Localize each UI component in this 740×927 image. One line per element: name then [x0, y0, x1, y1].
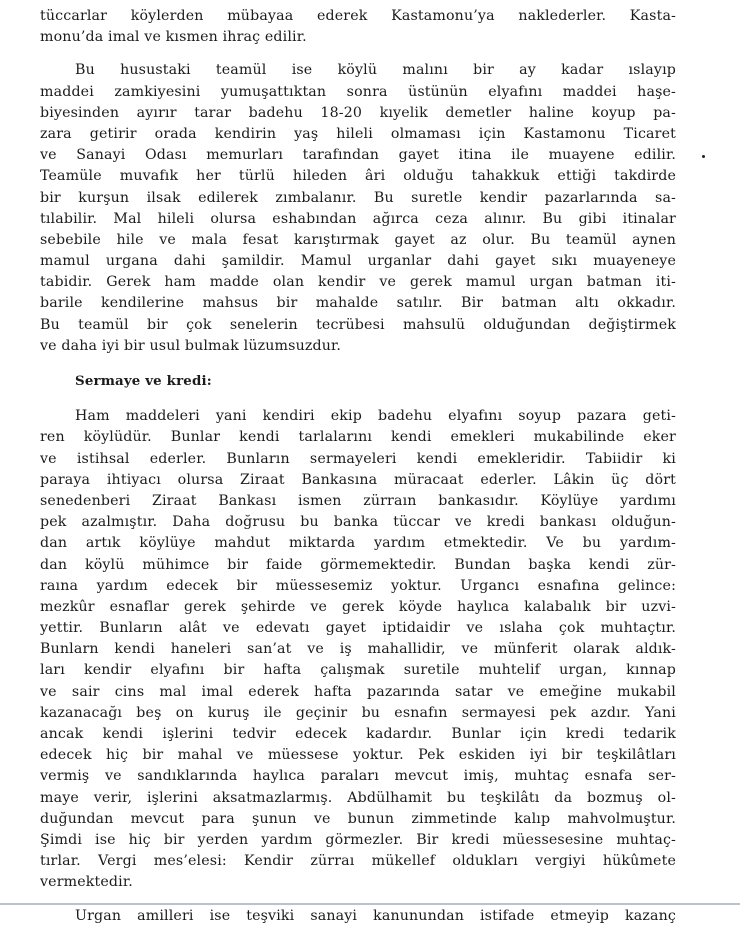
text-line: ve istihsal ederler. Bunların sermayeleri kendi emekleridir. Tabiidir ki — [40, 450, 676, 467]
text-line: sebebile hile ve mala fesat karıştırmak gayet az olur. Bu teamül aynen — [40, 231, 676, 248]
text-line: tabidir. Gerek ham madde olan kendir ve gerek mamul urgan batman iti- — [40, 274, 676, 291]
text-line: ren köylüdür. Bunlar kendi tarlalarını kendi emekleri mukabilinde eker — [40, 429, 676, 446]
text-line: ancak kendi işlerini tedvir edecek kadardır. Bunlar için kredi tedarik — [40, 726, 676, 742]
text-line: kazanacağı beş on kuruş ile geçinir bu esnafın sermayesi pek azdır. Yani — [40, 704, 676, 721]
paragraph-sermaye — [40, 406, 676, 893]
text-line: Ham maddeleri yani kendiri ekip badehu elyafını soyup pazara geti- — [75, 408, 676, 425]
text-line: edecek hiç bir mahal ve müessese yoktur. Pek eskiden iyi bir teşkilâtları — [40, 747, 676, 764]
text-line: ve Sanayi Odası memurları tarafından gayet itina ile muayene edilir. — [40, 147, 676, 164]
text-line: mezkûr esnaflar gerek şehirde ve gerek köyde haylıca kalabalık bir uzvi- — [40, 598, 676, 615]
scan-speck — [702, 155, 705, 158]
text-line: barile kendilerine mahsus bir mahalde satılır. Bir batman altı okkadır. — [40, 295, 676, 312]
document-page — [40, 6, 676, 927]
text-line: Bu teamül bir çok senelerin tecrübesi mahsulü olduğundan değiştirmek — [40, 316, 676, 333]
text-line: biyesinden ayırır tarar badehu 18-20 kıyelik demetler haline koyup pa- — [40, 104, 676, 121]
text-line: Bunlarn kendi haneleri san’at ve iş mahallidir, ve münferit olarak aldık- — [40, 641, 676, 658]
text-line: Şimdi ise hiç bir yerden yardım görmezler. Bir kredi müessesesine muhtaç- — [40, 831, 676, 848]
text-line: ve daha iyi bir usul bulmak lüzumsuzdur. — [40, 337, 342, 354]
text-line: maye verir, işlerini aksatmazlarmış. Abdülhamit bu teşkilâtı da bozmuş ol- — [40, 789, 676, 806]
paragraph-continuation — [40, 6, 676, 48]
text-line: zara getirir orada kendirin yaş hileli olmaması için Kastamonu Ticaret — [40, 125, 676, 142]
paragraph-teamul — [40, 60, 676, 357]
text-line: ları kendir elyafını bir hafta çalışmak suretile muhtelif urgan, kınnap — [40, 662, 676, 679]
text-line: pek azalmıştır. Daha doğrusu bu banka tüccar ve kredi bankası olduğun- — [40, 514, 676, 531]
text-line: duğundan mevcut para şunun ve bunun zimmetinde kalıp mahvolmuştur. — [40, 810, 676, 827]
text-line: raına yardım edecek bir müessesemiz yoktur. Urgancı esnafına gelince: — [40, 577, 676, 594]
text-line: senedenberi Ziraat Bankası ismen zürraın bankasıdır. Köylüye yardımı — [40, 492, 676, 509]
text-line: Urgan amilleri ise teşviki sanayi kanunundan istifade etmeyip kazanç — [75, 907, 676, 924]
text-line: ve sair cins mal imal ederek hafta pazarında satar ve emeğine mukabil — [40, 683, 676, 700]
text-line: paraya ihtiyacı olursa Ziraat Bankasına müracaat ederler. Lâkin üç dört — [40, 471, 676, 488]
text-line: tüccarlar köylerden mübayaa ederek Kastamonu’ya naklederler. Kasta- — [40, 8, 676, 24]
text-line: tırlar. Vergi mes’elesi: Kendir zürraı mükellef oldukları vergiyi hükûmete — [40, 853, 676, 870]
text-line: Teamüle muvafık her türlü hileden âri olduğu tahakkuk ettiği takdirde — [40, 168, 676, 185]
text-line: vermiş ve sandıklarında haylıca paraları mevcut imiş, muhtaç esnafa ser- — [40, 768, 676, 785]
text-line: maddei zamkiyesini yumuşattıktan sonra üstünün elyafını maddei haşe- — [40, 83, 676, 100]
text-line: monu’da imal ve kısmen ihraç edilir. — [40, 29, 307, 46]
text-line: tılabilir. Mal hileli olursa eshabından ağırca ceza alınır. Bu gibi itinalar — [40, 210, 676, 227]
text-line: vermektedir. — [40, 874, 133, 891]
text-line: bir kurşun ilsak edilerek zımbalanır. Bu suretle kendir pazarlarında sa- — [40, 189, 676, 206]
text-line: yettir. Bunların alât ve edevatı gayet iptidaidir ve ıslaha çok muhtaçtır. — [40, 620, 676, 637]
paragraph-urgan — [40, 906, 676, 927]
section-heading: Sermaye ve kredi: — [75, 373, 212, 389]
text-line: mamul urgana dahi şamildir. Mamul urganlar dahi gayet sıkı muayeneye — [40, 253, 676, 270]
text-line: Bu husustaki teamül ise köylü malını bir ay kadar ıslayıp — [75, 62, 676, 79]
text-line: dan köylü mühimce bir faide görmemektedir. Bundan başka kendi zür- — [40, 556, 676, 573]
text-line: dan artık köylüye mahdut miktarda yardım etmektedir. Ve bu yardım- — [40, 535, 676, 552]
